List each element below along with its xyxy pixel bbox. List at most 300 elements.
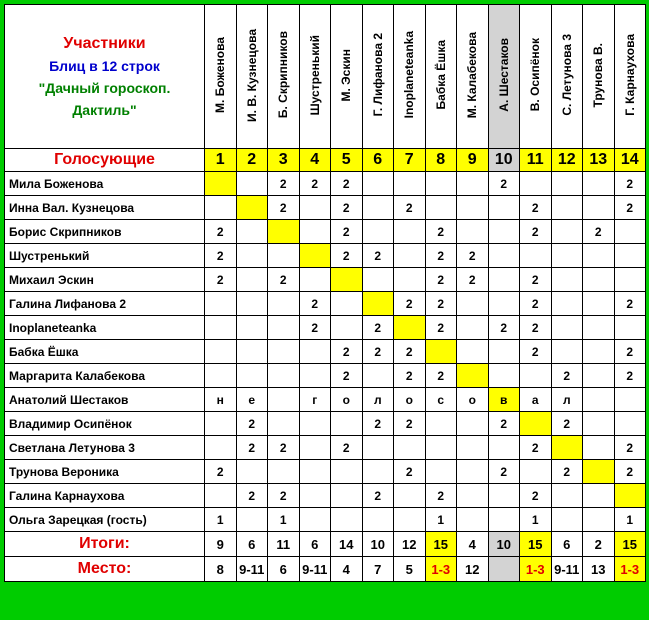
voter-name: Бабка Ёшка [5,340,205,364]
vote-cell: 2 [268,172,300,196]
place-cell: 12 [457,557,489,582]
vote-cell: 2 [362,316,394,340]
vote-cell [362,292,394,316]
vote-cell [457,436,489,460]
participant-number: 7 [394,149,426,172]
vote-cell [362,436,394,460]
vote-cell: о [331,388,363,412]
participant-header [488,5,520,149]
vote-cell [551,196,583,220]
vote-cell [583,340,615,364]
total-cell: 11 [268,532,300,557]
vote-cell [457,484,489,508]
vote-cell: 2 [614,436,646,460]
vote-cell: 2 [236,484,268,508]
vote-cell: 2 [268,436,300,460]
participant-header [331,5,363,149]
participant-header [614,5,646,149]
vote-cell [394,244,426,268]
vote-cell [488,340,520,364]
vote-cell: 2 [299,316,331,340]
vote-cell: 2 [425,244,457,268]
vote-cell: 2 [488,316,520,340]
participant-header [394,5,426,149]
vote-cell [583,268,615,292]
vote-cell [551,436,583,460]
vote-cell [205,484,237,508]
vote-cell [614,484,646,508]
vote-cell [394,484,426,508]
vote-cell [551,316,583,340]
vote-cell [457,508,489,532]
vote-cell: 2 [614,196,646,220]
vote-cell [362,196,394,220]
voter-row [5,172,646,196]
vote-cell [299,268,331,292]
participant-number: 4 [299,149,331,172]
vote-cell: 2 [520,484,552,508]
vote-cell [520,364,552,388]
voter-row [5,292,646,316]
vote-cell [520,412,552,436]
vote-cell: 1 [425,508,457,532]
participant-name: Г. Лифанова 2 [370,33,385,117]
vote-cell: 2 [551,412,583,436]
total-cell: 10 [362,532,394,557]
participant-number: 11 [520,149,552,172]
vote-cell: 2 [488,460,520,484]
vote-cell: 2 [520,196,552,220]
vote-cell [299,508,331,532]
place-cell: 1-3 [425,557,457,582]
vote-cell [268,244,300,268]
total-cell: 15 [614,532,646,557]
vote-cell [362,220,394,244]
vote-cell [299,340,331,364]
participant-header [425,5,457,149]
vote-cell: 2 [205,220,237,244]
vote-cell [268,364,300,388]
vote-cell: 2 [614,172,646,196]
vote-cell [457,412,489,436]
title-line-4: Дактиль" [72,101,137,118]
vote-cell: 2 [236,412,268,436]
vote-cell [268,292,300,316]
vote-cell [331,460,363,484]
vote-cell: о [394,388,426,412]
vote-cell [394,316,426,340]
vote-cell [583,292,615,316]
voter-row [5,388,646,412]
vote-cell [520,244,552,268]
vote-cell [551,340,583,364]
vote-cell: 2 [614,340,646,364]
participant-number: 3 [268,149,300,172]
vote-cell [362,460,394,484]
participant-number: 12 [551,149,583,172]
participant-name: Бабка Ёшка [433,40,448,110]
vote-cell: 2 [551,460,583,484]
vote-cell: 2 [362,484,394,508]
vote-cell [583,460,615,484]
vote-cell: 2 [331,172,363,196]
vote-cell [205,172,237,196]
vote-cell [331,268,363,292]
vote-cell [331,316,363,340]
place-cell: 13 [583,557,615,582]
vote-cell [614,268,646,292]
vote-cell: 2 [268,268,300,292]
vote-cell [457,316,489,340]
vote-cell [457,292,489,316]
numbers-row [5,149,646,172]
vote-cell [488,292,520,316]
vote-cell [583,364,615,388]
vote-cell: 1 [520,508,552,532]
vote-cell [268,340,300,364]
vote-cell [205,316,237,340]
participant-name: Трунова В. [591,42,606,108]
vote-cell: 2 [425,364,457,388]
vote-cell [394,268,426,292]
table-title [5,5,205,149]
voter-row [5,220,646,244]
total-cell: 15 [425,532,457,557]
participant-number: 2 [236,149,268,172]
total-cell: 12 [394,532,426,557]
vote-cell: 2 [394,460,426,484]
vote-cell [457,460,489,484]
vote-cell [236,292,268,316]
vote-cell [551,172,583,196]
vote-cell [394,508,426,532]
vote-cell [457,172,489,196]
totals-label: Итоги: [5,532,205,557]
vote-cell [583,436,615,460]
participant-header [520,5,552,149]
vote-cell [583,196,615,220]
vote-cell [331,508,363,532]
vote-cell [362,268,394,292]
vote-cell: 2 [614,460,646,484]
participant-name: А. Шестаков [496,38,511,112]
vote-cell: 2 [551,364,583,388]
participant-name: Шустренький [307,34,322,116]
vote-cell: 2 [394,364,426,388]
vote-cell [583,172,615,196]
vote-cell [236,364,268,388]
vote-cell [268,316,300,340]
participant-header [205,5,237,149]
vote-cell: 1 [614,508,646,532]
vote-cell [205,292,237,316]
vote-cell [551,484,583,508]
place-cell: 5 [394,557,426,582]
vote-cell [205,412,237,436]
vote-cell [614,244,646,268]
vote-cell: 2 [520,316,552,340]
vote-cell [268,220,300,244]
vote-cell [205,436,237,460]
vote-cell [614,220,646,244]
total-cell: 6 [236,532,268,557]
participant-number: 14 [614,149,646,172]
vote-cell: 1 [268,508,300,532]
total-cell: 14 [331,532,363,557]
total-cell: 6 [551,532,583,557]
vote-cell [583,508,615,532]
vote-cell: 2 [362,412,394,436]
vote-cell: 2 [425,316,457,340]
vote-cell: 2 [205,268,237,292]
vote-cell [362,364,394,388]
voter-row [5,484,646,508]
vote-cell [488,268,520,292]
voter-name: Галина Карнаухова [5,484,205,508]
vote-cell [236,244,268,268]
voter-name: Светлана Летунова 3 [5,436,205,460]
title-line-2: Блиц в 12 строк [49,57,160,74]
vote-cell [394,436,426,460]
vote-cell [457,364,489,388]
vote-cell [236,340,268,364]
title-line-1: Участники [63,34,146,52]
voter-name: Борис Скрипников [5,220,205,244]
voter-row [5,196,646,220]
place-cell: 7 [362,557,394,582]
vote-cell [299,436,331,460]
vote-cell: 2 [331,364,363,388]
vote-cell: а [520,388,552,412]
vote-cell: 2 [394,292,426,316]
voter-row [5,436,646,460]
vote-cell: 2 [425,292,457,316]
totals-row [5,532,646,557]
total-cell: 10 [488,532,520,557]
vote-cell: 2 [520,436,552,460]
place-row [5,557,646,582]
vote-cell [551,268,583,292]
voter-name: Галина Лифанова 2 [5,292,205,316]
vote-cell [425,412,457,436]
participant-header [299,5,331,149]
voter-row [5,364,646,388]
vote-cell [205,340,237,364]
voter-row [5,244,646,268]
voter-name: Трунова Вероника [5,460,205,484]
vote-cell [299,412,331,436]
vote-cell [299,484,331,508]
vote-cell [488,244,520,268]
vote-cell: 2 [425,268,457,292]
participant-name: Inoplaneteanka [402,31,417,119]
participant-number: 5 [331,149,363,172]
participant-name: М. Эскин [339,48,354,102]
vote-cell [205,364,237,388]
vote-cell: 2 [205,244,237,268]
vote-cell [614,388,646,412]
vote-cell [299,364,331,388]
vote-cell [299,220,331,244]
total-cell: 15 [520,532,552,557]
vote-cell: 2 [331,220,363,244]
vote-cell: в [488,388,520,412]
voter-name: Михаил Эскин [5,268,205,292]
vote-cell [236,268,268,292]
place-cell: 8 [205,557,237,582]
vote-cell [551,292,583,316]
vote-cell: 2 [268,196,300,220]
title-line-3: "Дачный гороскоп. [38,79,171,96]
voter-row [5,340,646,364]
vote-cell [362,508,394,532]
participant-number: 6 [362,149,394,172]
vote-cell [299,244,331,268]
voter-row [5,316,646,340]
vote-cell [236,508,268,532]
vote-cell [551,244,583,268]
vote-cell: 2 [236,436,268,460]
place-cell: 9-11 [551,557,583,582]
participant-header [457,5,489,149]
voter-row [5,412,646,436]
participant-name: Б. Скрипников [276,31,291,119]
vote-cell [583,316,615,340]
header-row [5,5,646,149]
vote-cell [425,460,457,484]
voter-name: Ольга Зарецкая (гость) [5,508,205,532]
vote-cell [394,172,426,196]
vote-cell [583,484,615,508]
place-cell: 9-11 [299,557,331,582]
voter-row [5,460,646,484]
participant-number: 8 [425,149,457,172]
participant-header [362,5,394,149]
total-cell: 4 [457,532,489,557]
vote-cell: е [236,388,268,412]
place-cell: 9-11 [236,557,268,582]
vote-cell: 2 [425,220,457,244]
vote-cell: 1 [205,508,237,532]
participant-name: В. Осипёнок [528,38,543,112]
vote-cell [488,484,520,508]
vote-cell: 2 [362,244,394,268]
participant-name: М. Боженова [213,37,228,113]
vote-cell [268,460,300,484]
vote-cell: о [457,388,489,412]
vote-cell: 2 [425,484,457,508]
total-cell: 2 [583,532,615,557]
vote-cell [236,220,268,244]
vote-cell [268,412,300,436]
vote-cell: 2 [268,484,300,508]
vote-cell: 2 [331,436,363,460]
vote-cell: 2 [488,412,520,436]
vote-cell [614,412,646,436]
vote-cell: 2 [299,292,331,316]
place-cell [488,557,520,582]
vote-cell [583,388,615,412]
vote-cell [331,292,363,316]
voters-label: Голосующие [5,149,205,172]
vote-cell [236,460,268,484]
vote-cell: 2 [583,220,615,244]
participant-name: С. Летунова 3 [559,34,574,116]
voter-row [5,508,646,532]
vote-cell [488,364,520,388]
vote-cell: с [425,388,457,412]
vote-cell: 2 [520,268,552,292]
voter-name: Шустренький [5,244,205,268]
vote-cell: 2 [394,196,426,220]
participant-header [551,5,583,149]
place-cell: 4 [331,557,363,582]
vote-cell [488,220,520,244]
vote-cell [488,436,520,460]
vote-cell [331,412,363,436]
voting-table [4,4,646,582]
voter-name: Инна Вал. Кузнецова [5,196,205,220]
vote-cell [488,508,520,532]
vote-cell [614,316,646,340]
voter-name: Маргарита Калабекова [5,364,205,388]
vote-cell: 2 [299,172,331,196]
vote-cell: 2 [457,244,489,268]
vote-cell [236,172,268,196]
vote-cell [457,340,489,364]
voter-row [5,268,646,292]
vote-cell [268,388,300,412]
vote-cell [583,244,615,268]
total-cell: 9 [205,532,237,557]
vote-cell: 2 [614,364,646,388]
vote-cell: 2 [331,340,363,364]
voter-name: Владимир Осипёнок [5,412,205,436]
vote-cell: 2 [520,340,552,364]
vote-cell: 2 [362,340,394,364]
vote-cell [457,220,489,244]
vote-cell [425,196,457,220]
vote-cell: н [205,388,237,412]
place-cell: 1-3 [614,557,646,582]
vote-cell [299,196,331,220]
vote-cell: л [362,388,394,412]
vote-cell: 2 [205,460,237,484]
vote-cell [520,460,552,484]
participant-name: И. В. Кузнецова [244,28,259,122]
participant-number: 1 [205,149,237,172]
voter-name: Inoplaneteanka [5,316,205,340]
vote-cell [425,172,457,196]
vote-cell: 2 [457,268,489,292]
total-cell: 6 [299,532,331,557]
vote-cell: г [299,388,331,412]
vote-cell [457,196,489,220]
participant-header [236,5,268,149]
vote-cell [551,508,583,532]
vote-cell [331,484,363,508]
voter-name: Мила Боженова [5,172,205,196]
vote-cell [205,196,237,220]
participant-name: Г. Карнаухова [622,34,637,116]
participant-number: 13 [583,149,615,172]
vote-cell [583,412,615,436]
vote-cell [520,172,552,196]
participant-header [268,5,300,149]
vote-cell [362,172,394,196]
vote-cell [299,460,331,484]
vote-cell: л [551,388,583,412]
